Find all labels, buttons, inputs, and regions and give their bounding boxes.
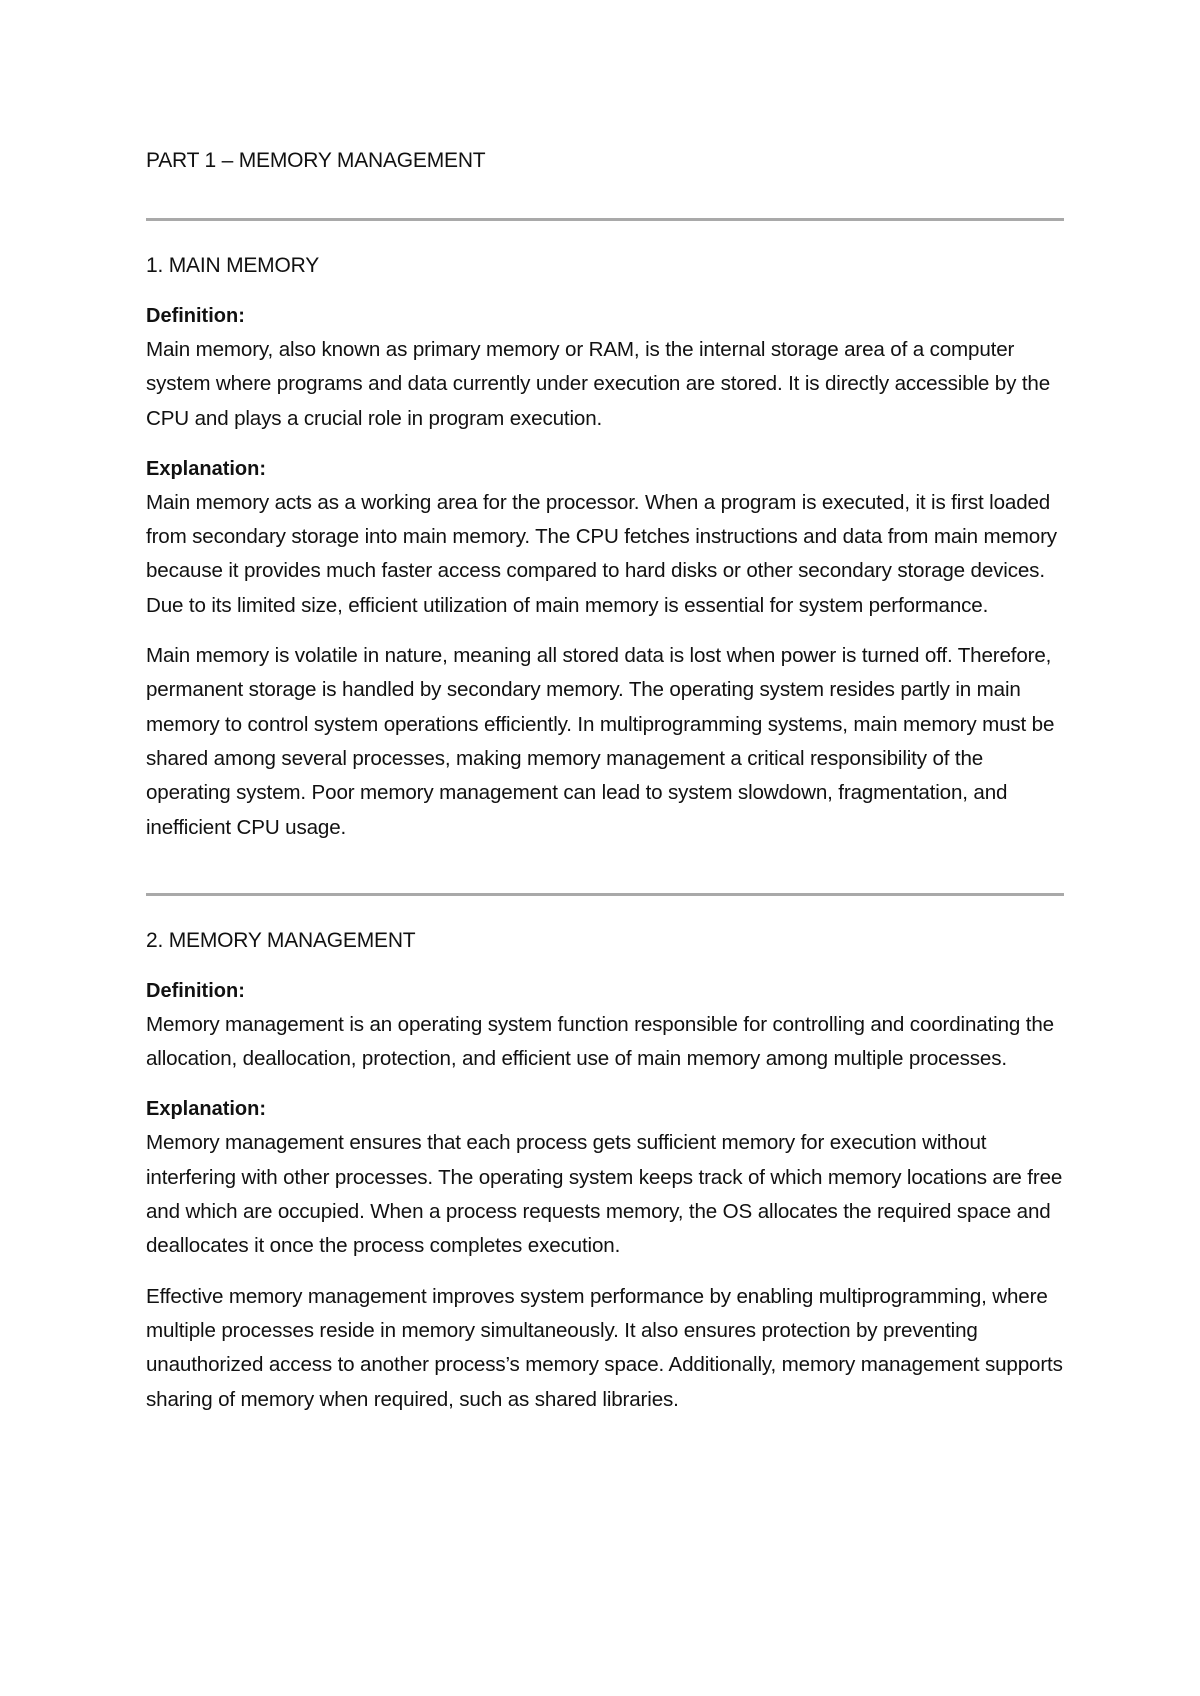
explanation-paragraph: Memory management ensures that each process gets sufficient memory for execution without interfering with other processes. The operating system keeps track of which memory locations are free and which are occupied. When a process requests memory, the OS allocates the required space and deallocates it once the process completes execution. — [146, 1131, 1063, 1258]
section-title: 2. MEMORY MANAGEMENT — [146, 928, 416, 952]
section-memory-management — [146, 926, 1064, 1417]
definition-text: Memory management is an operating system function responsible for controlling and coordinating the allocation, deallocation, protection, and efficient use of main memory among multiple processes. — [146, 1012, 1054, 1071]
definition-text: Main memory, also known as primary memory or RAM, is the internal storage area of a computer system where programs and data currently under execution are stored. It is directly accessible by the CPU and plays a crucial role in program execution. — [146, 338, 1050, 430]
explanation-label: Explanation: — [146, 457, 267, 480]
explanation-paragraph: Main memory is volatile in nature, meaning all stored data is lost when power is turned off. Therefore, permanent storage is handled by secondary memory. The operating system resides partly in main memory to control system operations efficiently. In multiprogramming systems, main memory must be shared among several processes, making memory management a critical responsibility of the operating system. Poor memory management can lead to system slowdown, fragmentation, and inefficient CPU usage. — [146, 644, 1055, 839]
section-divider — [146, 893, 1064, 896]
document-content — [146, 146, 1064, 1417]
section-title: 1. MAIN MEMORY — [146, 254, 320, 277]
explanation-paragraph: Main memory acts as a working area for the processor. When a program is executed, it is first loaded from secondary storage into main memory. The CPU fetches instructions and data from main memory because it provides much faster access compared to hard disks or other secondary storage devices. Due to its limited size, efficient utilization of main memory is essential for system performance. — [146, 490, 1057, 617]
definition-label: Definition: — [146, 979, 245, 1002]
explanation-label: Explanation: — [146, 1098, 267, 1121]
part-title: PART 1 – MEMORY MANAGEMENT — [146, 149, 486, 172]
explanation-paragraph: Effective memory management improves system performance by enabling multiprogramming, where multiple processes reside in memory simultaneously. It also ensures protection by preventing unauthorized access to another process’s memory space. Additionally, memory management supports sharing of memory when required, such as shared libraries. — [146, 1284, 1063, 1411]
section-main-memory — [146, 251, 1064, 845]
definition-label: Definition: — [146, 305, 245, 327]
section-divider — [146, 218, 1064, 221]
